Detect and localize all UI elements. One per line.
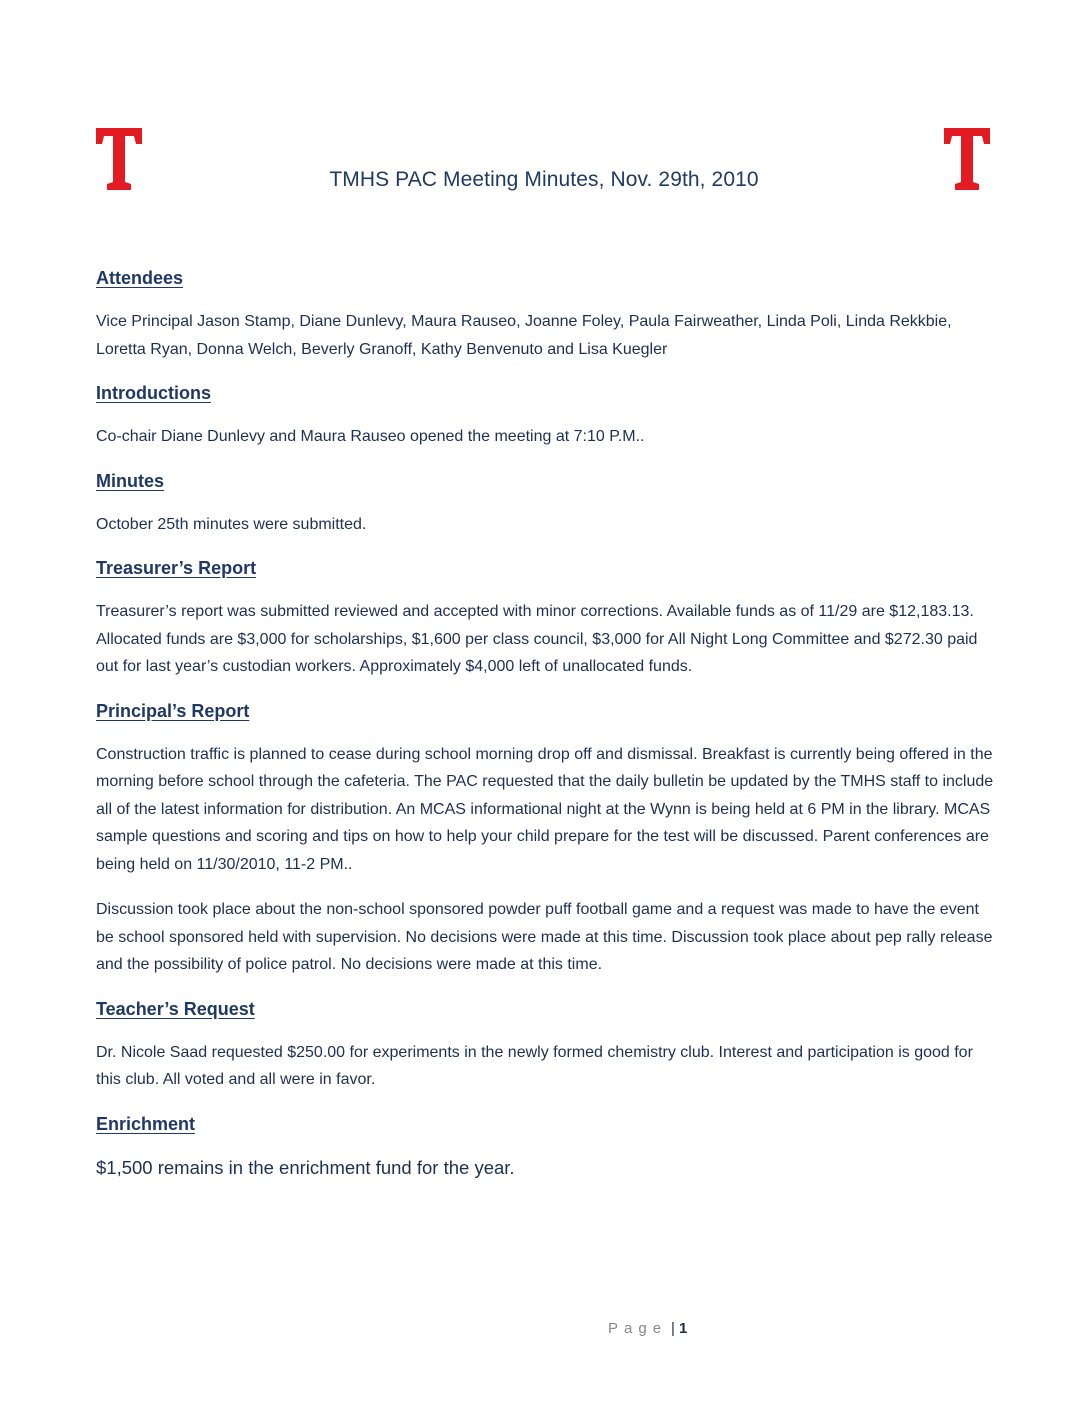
section-heading: Treasurer’s Report — [96, 558, 257, 578]
section-paragraph: $1,500 remains in the enrichment fund for the year. — [96, 1156, 515, 1178]
section-heading: Teacher’s Request — [96, 998, 255, 1019]
section-paragraph: October 25th minutes were submitted. — [96, 515, 367, 533]
section-heading: Minutes — [96, 470, 165, 491]
section-attendees — [96, 266, 996, 363]
document-title: TMHS PAC Meeting Minutes, Nov. 29th, 2010 — [329, 168, 759, 191]
section-paragraph: Co-chair Diane Dunlevy and Maura Rauseo opened the meeting at 7:10 P.M.. — [96, 428, 645, 445]
page-number: 1 — [678, 1320, 688, 1337]
section-heading: Principal’s Report — [96, 700, 250, 721]
section-paragraph: Vice Principal Jason Stamp, Diane Dunlevy, Maura Rauseo, Joanne Foley, Paula Fairweather, Linda Poli, Linda Rekkbie, Loretta Ryan, Donna Welch, Beverly Granoff, Kathy Benvenuto and Lisa Kuegler — [96, 313, 952, 358]
section-minutes — [96, 469, 996, 539]
page-label: Page — [608, 1320, 668, 1337]
section-enrichment — [96, 1112, 996, 1182]
section-heading: Attendees — [96, 268, 184, 288]
section-heading: Enrichment — [96, 1113, 196, 1134]
section-paragraph: Construction traffic is planned to cease during school morning drop off and dismissal. Breakfast is currently being offered in the morning before school through the cafeteria. The PAC requested that the daily bulletin be updated by the TMHS staff to include all of the latest information for distribution. An MCAS informational night at the Wynn is being held at 6 PM in the library. MCAS sample questions and scoring and tips on how to help your child prepare for the test will be discussed. Parent conferences are being held on 11/30/2010, 11-2 PM.. — [96, 745, 994, 873]
document-body — [96, 266, 996, 1200]
section-treasurers-report — [96, 556, 996, 681]
section-paragraph: Treasurer’s report was submitted reviewed and accepted with minor corrections. Available funds as of 11/29 are $12,183.13. Allocated funds are $3,000 for scholarships, $1,600 per class council, $3,000 for All Night Long Committee and $272.30 paid out for last year’s custodian workers. Approximately $4,000 left of unallocated funds. — [96, 603, 978, 675]
section-paragraph: Discussion took place about the non-school sponsored powder puff football game and a request was made to have the event be school sponsored held with supervision. No decisions were made at this time. Discussion took place about pep rally release and the possibility of police patrol. No decisions were made at this time. — [96, 901, 993, 973]
page-footer — [608, 1320, 687, 1337]
page-separator: | — [671, 1320, 675, 1337]
section-heading: Introductions — [96, 383, 211, 403]
section-teachers-request — [96, 997, 996, 1094]
section-introductions — [96, 381, 996, 451]
section-principals-report — [96, 699, 996, 979]
section-paragraph: Dr. Nicole Saad requested $250.00 for experiments in the newly formed chemistry club. Interest and participation is good for this club. All voted and all were in favor. — [96, 1043, 973, 1088]
